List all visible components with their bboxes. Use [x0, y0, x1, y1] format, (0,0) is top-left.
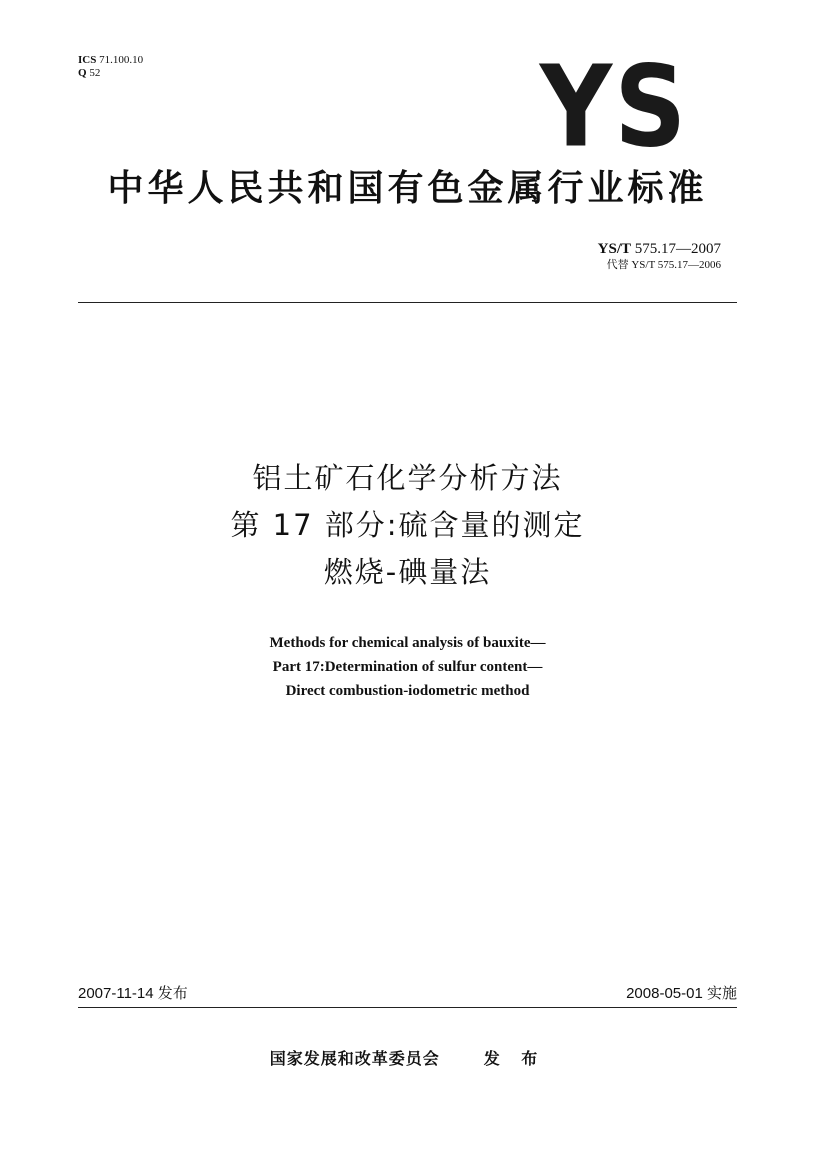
top-divider	[78, 302, 737, 303]
replaces-standard: 代替 YS/T 575.17—2006	[606, 259, 721, 271]
bottom-divider	[78, 1007, 737, 1008]
chinese-title-line-2: 第 17 部分:硫含量的测定	[230, 508, 585, 542]
english-title-line-2: Part 17:Determination of sulfur content—	[272, 659, 543, 675]
date-row	[78, 984, 737, 1004]
ccs-code	[78, 67, 143, 80]
standard-code: 575.17—2007	[634, 241, 721, 257]
chinese-title-line-1: 铝土矿石化学分析方法	[252, 461, 563, 495]
issue-label: 发 布	[483, 1049, 546, 1068]
ics-code	[78, 54, 143, 67]
ys-logo-text: YS	[539, 41, 689, 173]
standard-number-block	[598, 240, 721, 272]
industry-standard-title: 中华人民共和国有色金属行业标准	[107, 168, 708, 209]
ys-logo	[533, 41, 695, 173]
standard-prefix: YS/T	[597, 241, 631, 257]
ics-value: 71.100.10	[99, 54, 144, 66]
chinese-title	[0, 455, 815, 596]
chinese-title-line-3: 燃烧-碘量法	[323, 555, 492, 589]
standard-number	[598, 240, 721, 258]
english-title	[0, 631, 815, 703]
implementation-date: 2008-05-01 实施	[626, 985, 737, 1002]
issuing-authority	[0, 1047, 815, 1071]
ics-key: ICS	[78, 54, 97, 66]
issue-date: 2007-11-14 发布	[78, 985, 188, 1002]
english-title-line-3: Direct combustion-iodometric method	[285, 683, 530, 699]
english-title-line-1: Methods for chemical analysis of bauxite—	[269, 635, 546, 651]
ccs-value: 52	[89, 67, 101, 79]
issuer-name: 国家发展和改革委员会	[269, 1049, 440, 1068]
ccs-key: Q	[78, 67, 87, 79]
classification-codes	[78, 54, 143, 80]
